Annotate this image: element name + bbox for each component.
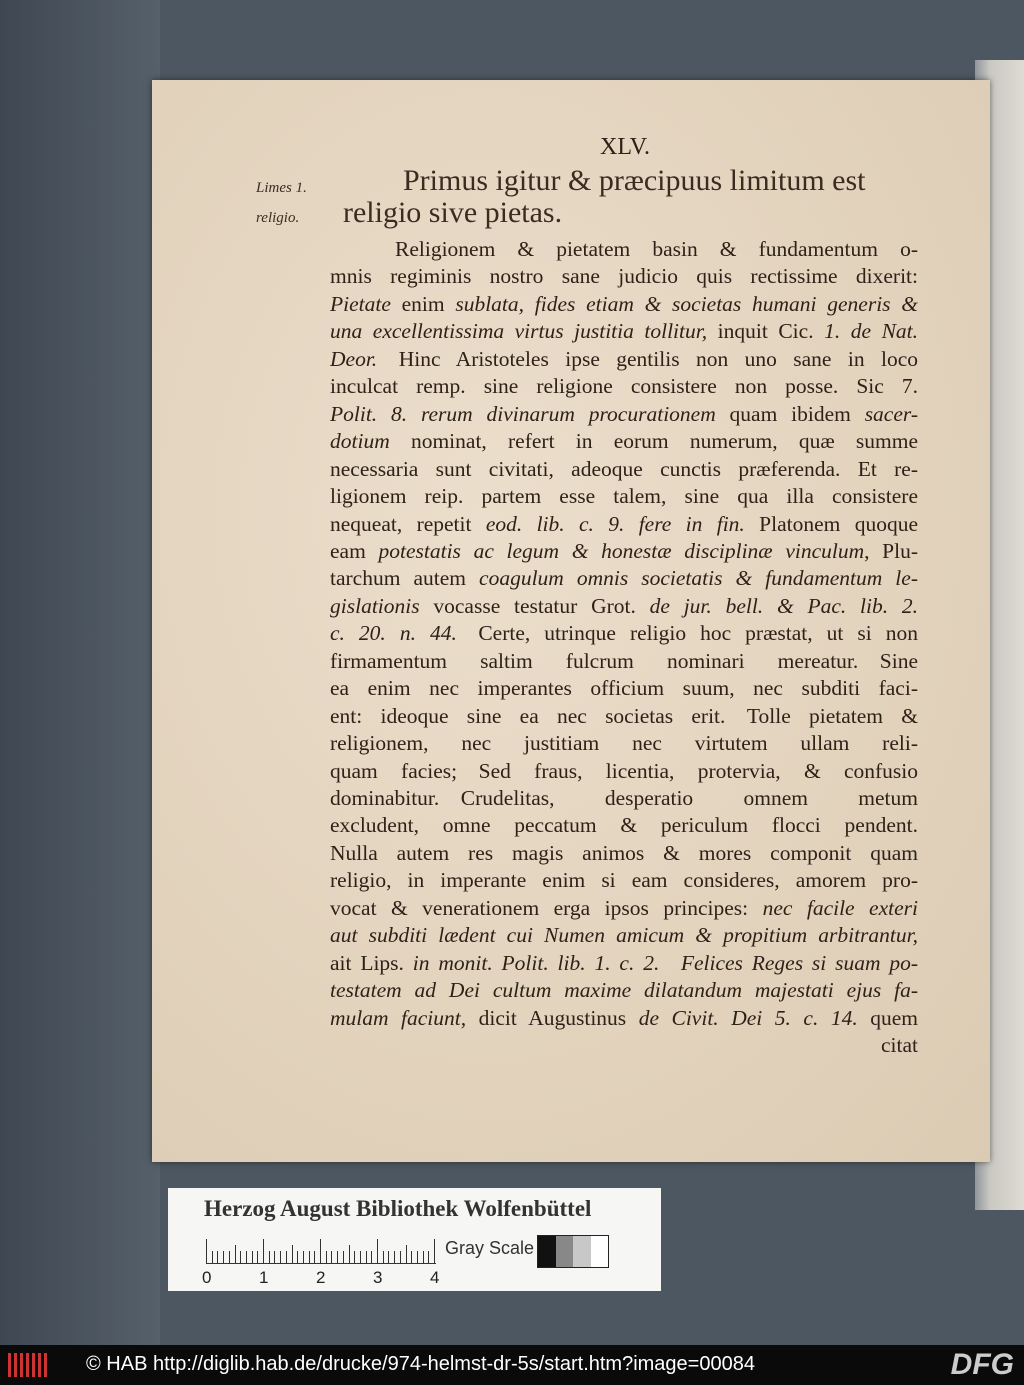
dfg-logo: DFG — [950, 1348, 1014, 1381]
text-line — [330, 318, 918, 344]
gray-scale-label: Gray Scale — [445, 1238, 535, 1258]
ruler-tick — [394, 1251, 395, 1263]
ruler-tick — [229, 1251, 230, 1263]
ruler-tick — [388, 1251, 389, 1263]
italic-text: in monit. Polit. lib. 1. c. 2. — [412, 950, 660, 975]
text-line — [330, 922, 918, 948]
italic-text: sublata, fides etiam & societas humani generis & — [455, 291, 918, 316]
text-line — [330, 703, 918, 729]
ruler-tick — [252, 1251, 253, 1263]
gray-swatch — [591, 1236, 609, 1267]
text: vocasse testatur Grot. — [419, 593, 650, 618]
italic-text: aut subditi lædent cui Numen amicum & propitium arbitrantur, — [330, 923, 918, 948]
italic-text: una excellentissima virtus justitia tollitur, — [330, 319, 708, 344]
italic-text: testatem ad Dei cultum maxime dilatandum majestati ejus fa- — [330, 978, 918, 1003]
text: eam — [330, 538, 379, 563]
ruler-tick — [217, 1251, 218, 1263]
ruler-number: 2 — [316, 1268, 326, 1287]
gray-swatch — [556, 1236, 574, 1267]
italic-text: c. 20. n. 44. — [330, 621, 457, 646]
ruler-tick — [326, 1251, 327, 1263]
gray-swatch — [573, 1236, 591, 1267]
ruler-tick — [360, 1251, 361, 1263]
text — [659, 951, 681, 975]
text-line — [330, 977, 918, 1003]
text: quam ibidem — [715, 401, 865, 426]
text-line — [330, 675, 918, 701]
ruler-tick — [297, 1251, 298, 1263]
ruler-tick — [263, 1239, 264, 1263]
text: quam facies; Sed fraus, licentia, protervia, & confusio — [330, 758, 918, 783]
text-line — [330, 867, 918, 893]
ruler-tick — [423, 1251, 424, 1263]
ruler-tick — [400, 1251, 401, 1263]
ruler-tick — [331, 1251, 332, 1263]
title-line: Primus igitur & præcipuus limitum est — [403, 164, 866, 197]
italic-text: sacer- — [864, 401, 918, 426]
ruler-tick — [337, 1251, 338, 1263]
text: ent: ideoque sine ea nec societas erit. Tolle pietatem & — [330, 703, 918, 728]
ruler-tick — [223, 1251, 224, 1263]
text: inculcat remp. sine religione consistere non posse. Sic 7. — [330, 374, 918, 399]
ruler-tick — [286, 1251, 287, 1263]
text-line — [330, 565, 918, 591]
italic-text: 1. de Nat. — [824, 319, 919, 344]
text-line — [330, 840, 918, 866]
text-line — [330, 401, 918, 427]
text: inquit Cic. — [707, 319, 825, 344]
text-line — [330, 346, 918, 372]
text: nequeat, repetit — [330, 511, 486, 536]
text-line — [330, 456, 918, 482]
text: Hinc Aristoteles ipse gentilis non uno sane in loco — [377, 346, 918, 371]
ruler-tick — [269, 1251, 270, 1263]
ruler-tick — [406, 1245, 407, 1263]
footer-bar — [0, 1345, 1024, 1385]
ruler-tick — [314, 1251, 315, 1263]
ruler-number: 4 — [430, 1268, 440, 1287]
margin-note: Limes 1. — [256, 180, 307, 196]
ruler-number: 3 — [373, 1268, 383, 1287]
ruler-tick — [343, 1251, 344, 1263]
text: necessaria sunt civitati, adeoque cunctis præferenda. Et re- — [330, 456, 918, 481]
ruler-tick — [212, 1251, 213, 1263]
text-line — [330, 895, 918, 921]
color-card — [168, 1188, 661, 1291]
title-line: religio sive pietas. — [343, 196, 563, 229]
text-line — [330, 263, 918, 289]
text-line — [330, 483, 918, 509]
italic-text: coagulum omnis societatis & fundamentum le- — [479, 566, 918, 591]
ruler-tick — [354, 1251, 355, 1263]
ruler-tick — [349, 1245, 350, 1263]
text-line — [330, 428, 918, 454]
text: vocat & venerationem erga ipsos principes: — [330, 895, 763, 920]
section-number: XLV. — [600, 134, 651, 160]
library-name: Herzog August Bibliothek Wolfenbüttel — [204, 1196, 592, 1221]
italic-text: potestatis ac legum & honestæ disciplinæ vinculum — [378, 538, 865, 563]
text: tarchum autem — [330, 566, 480, 591]
hab-logo-icon — [8, 1353, 48, 1377]
ruler-tick — [309, 1251, 310, 1263]
text: firmamentum saltim fulcrum nominari mereatur. Sine — [330, 648, 918, 673]
text-line — [330, 730, 918, 756]
italic-text: de jur. bell. & Pac. lib. 2. — [649, 593, 918, 618]
text: nominat, refert in eorum numerum, quæ summe — [389, 429, 918, 454]
ruler-tick — [303, 1251, 304, 1263]
text: enim — [390, 291, 456, 316]
ruler — [206, 1240, 436, 1264]
ruler-tick — [383, 1251, 384, 1263]
italic-text: Felices Reges si suam po- — [680, 950, 918, 975]
text-line — [395, 236, 918, 262]
text-line — [330, 812, 918, 838]
text: quem — [857, 1005, 919, 1030]
text-line — [330, 373, 918, 399]
ruler-tick — [257, 1251, 258, 1263]
ruler-number: 0 — [202, 1268, 212, 1287]
text: mnis regiminis nostro sane judicio quis rectissime dixerit: — [330, 264, 918, 289]
background — [0, 0, 160, 1345]
text: Nulla autem res magis animos & mores componit quam — [330, 840, 918, 865]
italic-text: de Civit. Dei 5. c. 14. — [638, 1005, 858, 1030]
ruler-tick — [235, 1245, 236, 1263]
margin-note: religio. — [256, 210, 300, 226]
text-line — [330, 291, 918, 317]
ruler-tick — [280, 1251, 281, 1263]
ruler-tick — [292, 1245, 293, 1263]
text: religionem, nec justitiam nec virtutem ullam reli- — [330, 731, 918, 756]
text-line — [330, 1005, 918, 1031]
text-line — [330, 1032, 918, 1058]
text: Platonem quoque — [744, 511, 918, 536]
italic-text: gislationis — [330, 593, 420, 618]
text: Religionem & pietatem basin & fundamentum o- — [395, 237, 918, 261]
text: , Plu- — [864, 538, 919, 563]
italic-text: dotium — [330, 429, 390, 454]
ruler-tick — [246, 1251, 247, 1263]
italic-text: Deor. — [330, 346, 378, 371]
text: ait Lips. — [330, 950, 413, 975]
text-line — [330, 593, 918, 619]
ruler-tick — [434, 1239, 435, 1263]
text: religio, in imperante enim si eam consideres, amorem pro- — [330, 868, 918, 893]
text-line — [330, 511, 918, 537]
ruler-tick — [274, 1251, 275, 1263]
text-line — [330, 620, 918, 646]
text: excludent, omne peccatum & periculum flocci pendent. — [330, 813, 918, 838]
ruler-tick — [411, 1251, 412, 1263]
gray-swatch — [538, 1236, 556, 1267]
text: citat — [880, 1033, 918, 1058]
text: ea enim nec imperantes officium suum, nec subditi faci- — [330, 676, 918, 701]
italic-text: Pietate — [330, 291, 391, 316]
text: Certe, utrinque religio hoc præstat, ut si non — [456, 621, 918, 646]
ruler-tick — [240, 1251, 241, 1263]
ruler-tick — [428, 1251, 429, 1263]
italic-text: eod. lib. c. 9. fere in fin. — [485, 511, 745, 536]
source-url[interactable]: © HAB http://diglib.hab.de/drucke/974-helmst-dr-5s/start.htm?image=00084 — [86, 1353, 755, 1375]
ruler-tick — [377, 1239, 378, 1263]
ruler-tick — [320, 1239, 321, 1263]
gray-scale-swatches — [537, 1235, 609, 1268]
text-line — [330, 785, 918, 811]
text-line — [330, 758, 918, 784]
ruler-tick — [417, 1251, 418, 1263]
ruler-number: 1 — [259, 1268, 269, 1287]
text: ligionem reip. partem esse talem, sine qua illa consistere — [330, 484, 918, 509]
ruler-tick — [371, 1251, 372, 1263]
italic-text: nec facile exteri — [762, 895, 918, 920]
italic-text: mulam faciunt, — [330, 1005, 467, 1030]
italic-text: Polit. 8. rerum divinarum procurationem — [330, 401, 716, 426]
text: dominabitur. Crudelitas, desperatio omnem metum — [330, 786, 918, 810]
text-line — [330, 950, 918, 976]
text: dicit Augustinus — [466, 1005, 639, 1030]
ruler-tick — [366, 1251, 367, 1263]
text-line — [330, 648, 918, 674]
text-line — [330, 538, 918, 564]
ruler-tick — [206, 1239, 207, 1263]
